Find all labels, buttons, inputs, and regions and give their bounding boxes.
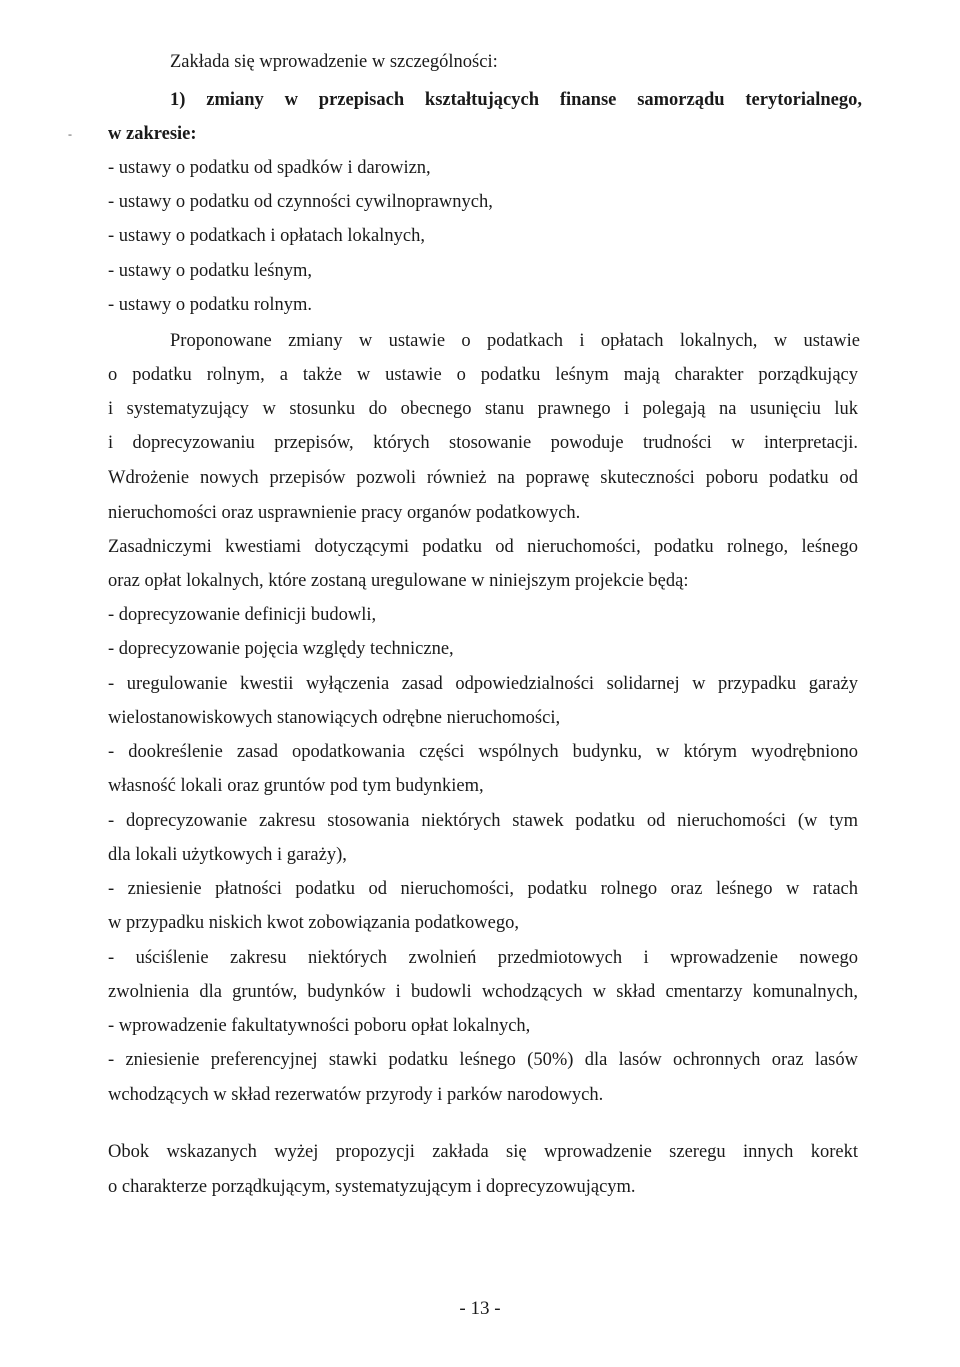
list-item-issue-continuation: wchodzących w skład rezerwatów przyrody i parków narodowych. [108, 1085, 604, 1105]
intro-text: Zakłada się wprowadzenie w szczególności: [170, 52, 498, 72]
paragraph-1-line: Wdrożenie nowych przepisów pozwoli również na poprawę skuteczności poboru podatku od [108, 468, 858, 488]
list-item-issue: - wprowadzenie fakultatywności poboru opłat lokalnych, [108, 1016, 531, 1036]
list-item-issue-continuation: dla lokali użytkowych i garaży), [108, 845, 347, 865]
paragraph-1-line: o podatku rolnym, a także w ustawie o podatku leśnym mają charakter porządkujący [108, 365, 858, 385]
closing-paragraph-line: Obok wskazanych wyżej propozycji zakłada się wprowadzenie szeregu innych korekt [108, 1142, 858, 1162]
scan-artifact-mark: - [68, 127, 72, 141]
list-item-issue: - doprecyzowanie definicji budowli, [108, 605, 377, 625]
list-item-act: - ustawy o podatku rolnym. [108, 295, 312, 315]
list-item-act: - ustawy o podatkach i opłatach lokalnych, [108, 226, 425, 246]
list-item-issue: - zniesienie płatności podatku od nieruchomości, podatku rolnego oraz leśnego w ratach [108, 879, 858, 899]
paragraph-1-line: i systematyzujący w stosunku do obecnego stanu prawnego i polegają na usunięciu luk [108, 399, 858, 419]
list-item-issue-continuation: wielostanowiskowych stanowiących odrębne nieruchomości, [108, 708, 561, 728]
paragraph-2-line: oraz opłat lokalnych, które zostaną uregulowane w niniejszym projekcie będą: [108, 571, 689, 591]
list-item-act: - ustawy o podatku leśnym, [108, 261, 312, 281]
list-item-issue: - zniesienie preferencyjnej stawki podatku leśnego (50%) dla lasów ochronnych oraz lasów [108, 1050, 858, 1070]
list-item-issue: - dookreślenie zasad opodatkowania części wspólnych budynku, w którym wyodrębniono [108, 742, 858, 762]
section-heading-line-2: w zakresie: [108, 124, 197, 144]
list-item-issue: - uregulowanie kwestii wyłączenia zasad odpowiedzialności solidarnej w przypadku garaży [108, 674, 858, 694]
paragraph-1-line: nieruchomości oraz usprawnienie pracy organów podatkowych. [108, 503, 581, 523]
list-item-issue: - uściślenie zakresu niektórych zwolnień przedmiotowych i wprowadzenie nowego [108, 948, 858, 968]
paragraph-1-line: i doprecyzowaniu przepisów, których stosowanie powoduje trudności w interpretacji. [108, 433, 858, 453]
paragraph-2-line: Zasadniczymi kwestiami dotyczącymi podatku od nieruchomości, podatku rolnego, leśnego [108, 537, 858, 557]
list-item-act: - ustawy o podatku od spadków i darowizn, [108, 158, 431, 178]
section-heading-line-1: 1) zmiany w przepisach kształtujących finanse samorządu terytorialnego, [170, 90, 862, 110]
list-item-issue: - doprecyzowanie pojęcia względy techniczne, [108, 639, 454, 659]
paragraph-1-line: Proponowane zmiany w ustawie o podatkach i opłatach lokalnych, w ustawie [170, 331, 860, 351]
list-item-issue-continuation: zwolnienia dla gruntów, budynków i budowli wchodzących w skład cmentarzy komunalnych, [108, 982, 858, 1002]
closing-paragraph-line: o charakterze porządkującym, systematyzującym i doprecyzowującym. [108, 1177, 636, 1197]
list-item-issue: - doprecyzowanie zakresu stosowania niektórych stawek podatku od nieruchomości (w tym [108, 811, 858, 831]
list-item-act: - ustawy o podatku od czynności cywilnoprawnych, [108, 192, 493, 212]
list-item-issue-continuation: własność lokali oraz gruntów pod tym budynkiem, [108, 776, 484, 796]
page-number: - 13 - [459, 1298, 501, 1319]
list-item-issue-continuation: w przypadku niskich kwot zobowiązania podatkowego, [108, 913, 520, 933]
